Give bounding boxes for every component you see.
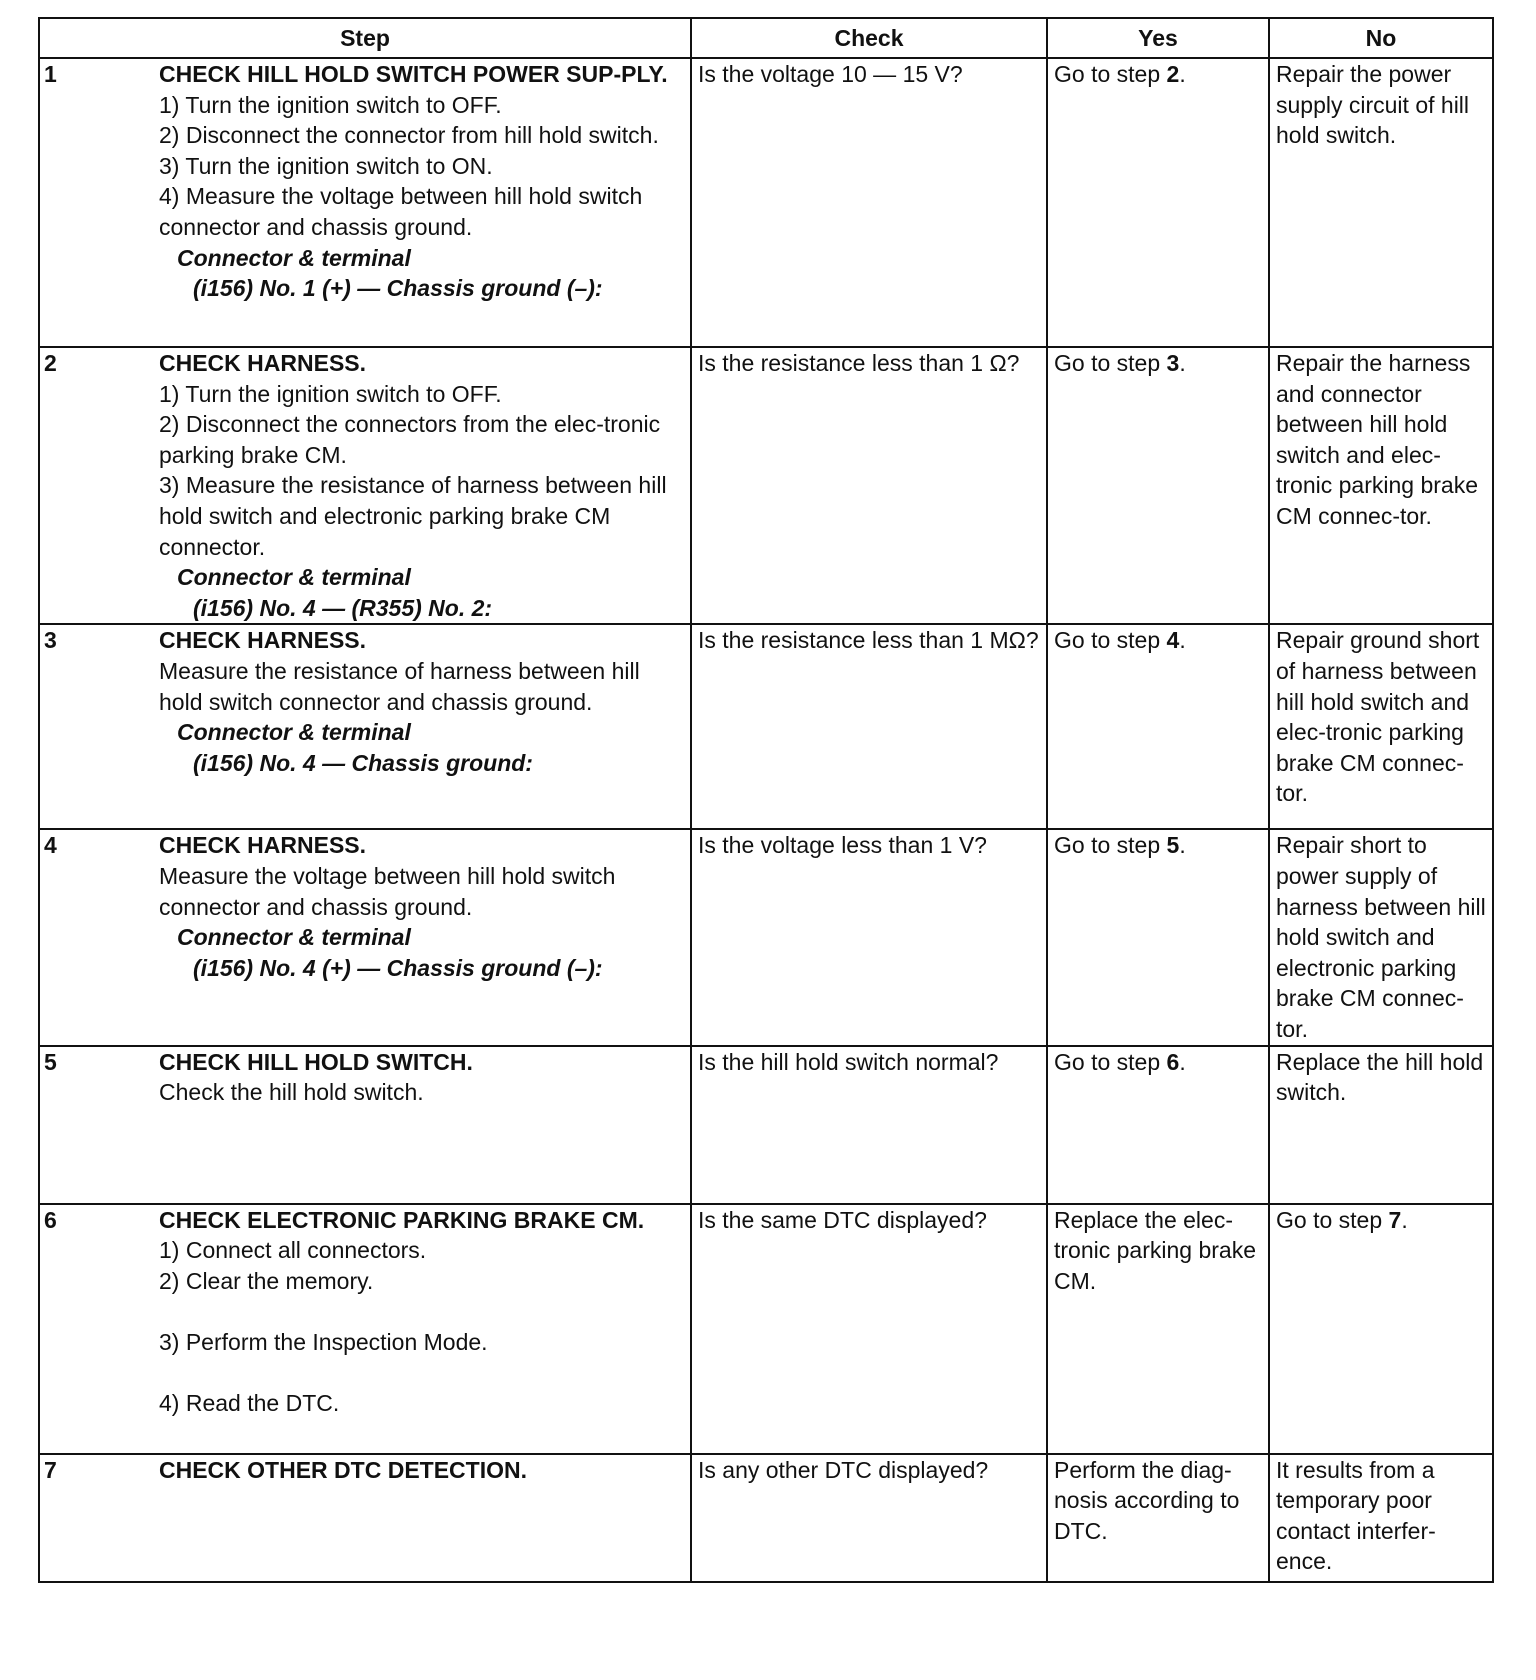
yes-cell xyxy=(1047,58,1269,347)
yes-cell: Perform the diag-nosis according to DTC. xyxy=(1047,1454,1269,1582)
yes-step-number: 2 xyxy=(1166,61,1180,87)
no-cell: It results from a temporary poor contact interfer-ence. xyxy=(1269,1454,1493,1582)
step-instruction: Measure the resistance of harness between hill hold switch connector and chassis ground. xyxy=(159,657,640,715)
connector-terminal-label: Connector & terminal xyxy=(177,924,411,951)
yes-suffix: . xyxy=(1179,350,1186,376)
connector-terminal-value: (i156) No. 1 (+) — Chassis ground (–): xyxy=(193,275,603,302)
header-check: Check xyxy=(691,18,1047,58)
yes-prefix: Go to step xyxy=(1054,350,1167,376)
check-cell: Is the resistance less than 1 Ω? xyxy=(691,347,1047,624)
step-instruction: 1) Turn the ignition switch to OFF. xyxy=(159,91,502,118)
yes-suffix: . xyxy=(1179,832,1186,859)
step-number: 7 xyxy=(39,1454,159,1582)
step-instruction: 1) Turn the ignition switch to OFF. xyxy=(159,380,502,407)
step-title: CHECK HARNESS. xyxy=(159,832,367,859)
check-cell: Is the resistance less than 1 MΩ? xyxy=(691,624,1047,829)
step-number: 6 xyxy=(39,1204,159,1454)
connector-terminal-value: (i156) No. 4 — (R355) No. 2: xyxy=(193,594,493,621)
no-step-number: 7 xyxy=(1388,1206,1402,1233)
yes-suffix: . xyxy=(1179,61,1186,87)
step-cell xyxy=(159,1046,691,1204)
blank-line xyxy=(159,1357,682,1388)
no-prefix: Go to step xyxy=(1276,1206,1389,1233)
yes-step-number: 3 xyxy=(1166,350,1180,376)
step-instruction: 2) Disconnect the connectors from the elec-tronic parking brake CM. xyxy=(159,411,661,468)
step-title: CHECK HILL HOLD SWITCH POWER SUP-PLY. xyxy=(159,61,668,87)
step-number: 2 xyxy=(39,347,159,624)
step-title: CHECK HILL HOLD SWITCH. xyxy=(159,1048,473,1075)
step-instruction: 3) Turn the ignition switch to ON. xyxy=(159,152,493,179)
step-title: CHECK HARNESS. xyxy=(159,627,367,654)
step-title: CHECK HARNESS. xyxy=(159,350,367,376)
table-row xyxy=(39,1204,1493,1454)
yes-step-number: 6 xyxy=(1166,1048,1180,1075)
table-row xyxy=(39,624,1493,829)
yes-cell xyxy=(1047,624,1269,829)
no-cell: Repair ground short of harness between hill hold switch and elec-tronic parking brake CM connec-tor. xyxy=(1269,624,1493,829)
yes-cell: Replace the elec-tronic parking brake CM. xyxy=(1047,1204,1269,1454)
no-cell: Repair the power supply circuit of hill hold switch. xyxy=(1269,58,1493,347)
no-cell: Repair short to power supply of harness between hill hold switch and electronic parking brake CM connec-tor. xyxy=(1269,829,1493,1045)
no-cell: Repair the harness and connector between hill hold switch and elec-tronic parking brake CM connec-tor. xyxy=(1269,347,1493,624)
blank-line xyxy=(159,1296,682,1327)
step-instruction: 1) Connect all connectors. xyxy=(159,1237,427,1264)
step-title: CHECK ELECTRONIC PARKING BRAKE CM. xyxy=(159,1206,645,1233)
diagnostic-table xyxy=(38,17,1494,1583)
check-cell: Is any other DTC displayed? xyxy=(691,1454,1047,1582)
yes-prefix: Go to step xyxy=(1054,61,1167,87)
step-cell xyxy=(159,1454,691,1582)
check-cell: Is the same DTC displayed? xyxy=(691,1204,1047,1454)
table-row xyxy=(39,829,1493,1045)
step-instruction: Measure the voltage between hill hold switch connector and chassis ground. xyxy=(159,862,616,920)
connector-terminal-label: Connector & terminal xyxy=(177,244,411,271)
step-number: 5 xyxy=(39,1046,159,1204)
step-instruction: 2) Disconnect the connector from hill hold switch. xyxy=(159,122,659,149)
step-instruction: 4) Measure the voltage between hill hold switch connector and chassis ground. xyxy=(159,183,643,240)
table-row xyxy=(39,347,1493,624)
connector-terminal-value: (i156) No. 4 — Chassis ground: xyxy=(193,749,533,776)
yes-suffix: . xyxy=(1179,627,1186,654)
yes-prefix: Go to step xyxy=(1054,627,1167,654)
step-number: 1 xyxy=(39,58,159,347)
step-instruction: Check the hill hold switch. xyxy=(159,1079,424,1106)
step-title: CHECK OTHER DTC DETECTION. xyxy=(159,1456,527,1483)
header-row xyxy=(39,18,1493,58)
step-cell xyxy=(159,58,691,347)
connector-terminal-value: (i156) No. 4 (+) — Chassis ground (–): xyxy=(193,954,603,981)
check-cell: Is the voltage less than 1 V? xyxy=(691,829,1047,1045)
header-yes: Yes xyxy=(1047,18,1269,58)
yes-cell xyxy=(1047,829,1269,1045)
step-number: 4 xyxy=(39,829,159,1045)
step-instruction: 3) Measure the resistance of harness between hill hold switch and electronic parking brake CM connector. xyxy=(159,472,667,560)
yes-cell xyxy=(1047,1046,1269,1204)
table-row xyxy=(39,58,1493,347)
connector-terminal-label: Connector & terminal xyxy=(177,564,411,591)
yes-suffix: . xyxy=(1179,1048,1186,1075)
step-number: 3 xyxy=(39,624,159,829)
step-cell xyxy=(159,829,691,1045)
step-cell xyxy=(159,347,691,624)
no-cell: Replace the hill hold switch. xyxy=(1269,1046,1493,1204)
step-cell xyxy=(159,624,691,829)
check-cell: Is the hill hold switch normal? xyxy=(691,1046,1047,1204)
step-instruction: 2) Clear the memory. xyxy=(159,1267,374,1294)
connector-terminal-label: Connector & terminal xyxy=(177,719,411,746)
yes-prefix: Go to step xyxy=(1054,832,1167,859)
yes-step-number: 4 xyxy=(1166,627,1180,654)
table-row xyxy=(39,1046,1493,1204)
step-cell xyxy=(159,1204,691,1454)
step-instruction: 3) Perform the Inspection Mode. xyxy=(159,1328,488,1355)
table-row xyxy=(39,1454,1493,1582)
step-instruction: 4) Read the DTC. xyxy=(159,1390,340,1417)
header-step: Step xyxy=(39,18,691,58)
yes-cell xyxy=(1047,347,1269,624)
check-cell: Is the voltage 10 — 15 V? xyxy=(691,58,1047,347)
no-cell xyxy=(1269,1204,1493,1454)
yes-prefix: Go to step xyxy=(1054,1048,1167,1075)
no-suffix: . xyxy=(1401,1206,1408,1233)
yes-step-number: 5 xyxy=(1166,832,1180,859)
header-no: No xyxy=(1269,18,1493,58)
